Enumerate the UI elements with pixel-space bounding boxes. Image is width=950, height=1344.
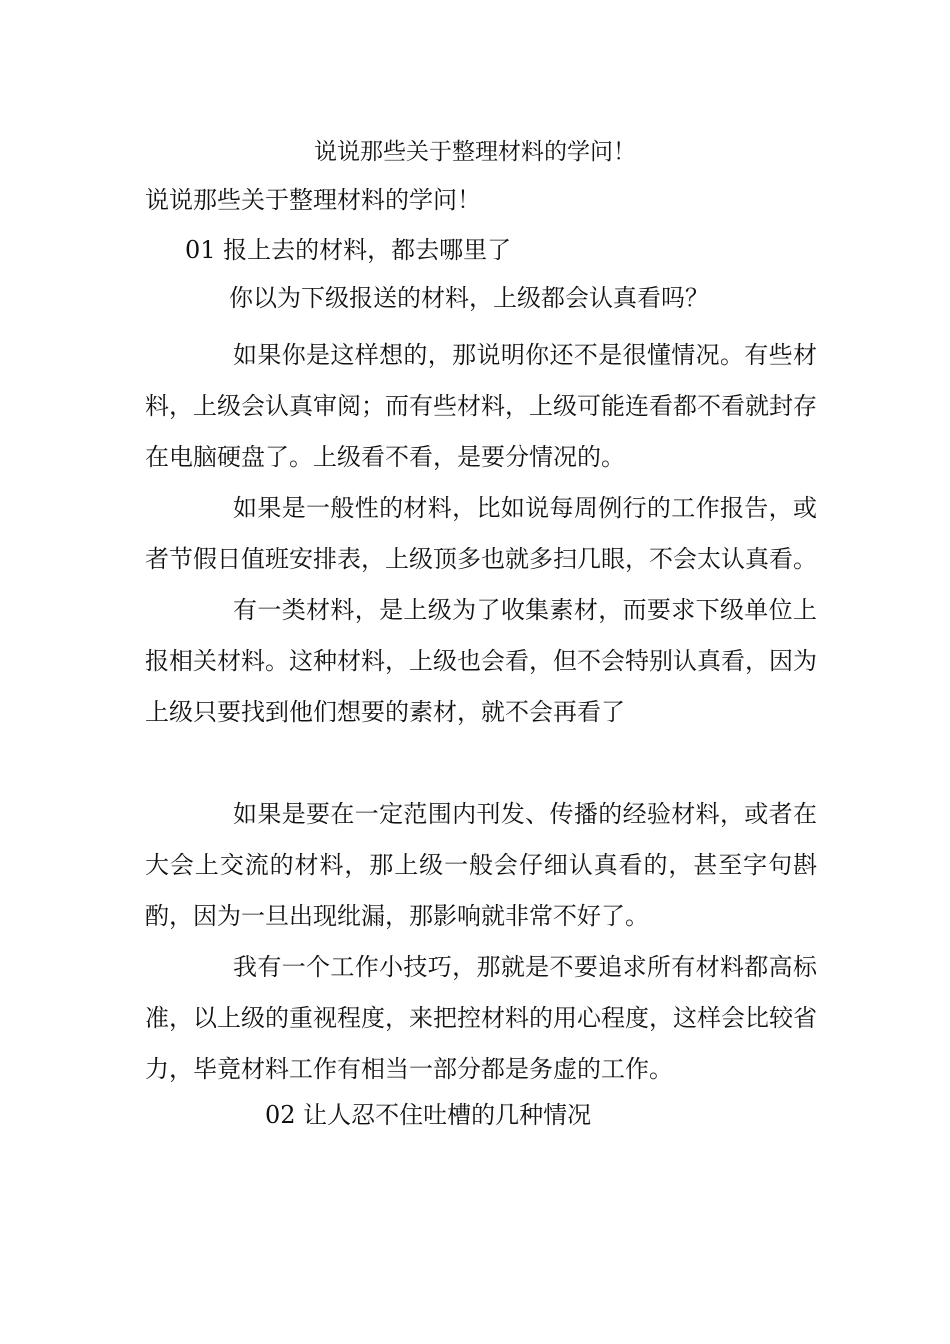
document-title: 说说那些关于整理材料的学问！ — [314, 139, 636, 165]
paragraph: 如果是一般性的材料，比如说每周例行的工作报告，或者节假日值班安排表，上级顶多也就多扫几眼，不会太认真看。 — [145, 494, 817, 573]
question-line: 你以为下级报送的材料，上级都会认真看吗？ — [229, 284, 709, 312]
section-heading-1: 01 报上去的材料，都去哪里了 — [185, 236, 512, 264]
paragraph: 如果你是这样想的，那说明你还不是很懂情况。有些材料，上级会认真审阅；而有些材料，上级可能连看都不看就封存在电脑硬盘了。上级看不看，是要分情况的。 — [145, 341, 817, 471]
section-heading-2: 02 让人忍不住吐槽的几种情况 — [265, 1101, 592, 1129]
document-subtitle: 说说那些关于整理材料的学问！ — [145, 186, 481, 214]
blank-line — [145, 738, 817, 789]
paragraph: 我有一个工作小技巧，那就是不要追求所有材料都高标准，以上级的重视程度，来把控材料的用心程度，这样会比较省力，毕竟材料工作有相当一部分都是务虚的工作。 — [145, 953, 817, 1083]
document-body — [145, 180, 817, 1135]
paragraph: 有一类材料，是上级为了收集素材，而要求下级单位上报相关材料。这种材料，上级也会看，但不会特别认真看，因为上级只要找到他们想要的素材，就不会再看了 — [145, 596, 817, 726]
paragraph: 如果是要在一定范围内刊发、传播的经验材料，或者在大会上交流的材料，那上级一般会仔细认真看的，甚至字句斟酌，因为一旦出现纰漏，那影响就非常不好了。 — [145, 800, 817, 930]
